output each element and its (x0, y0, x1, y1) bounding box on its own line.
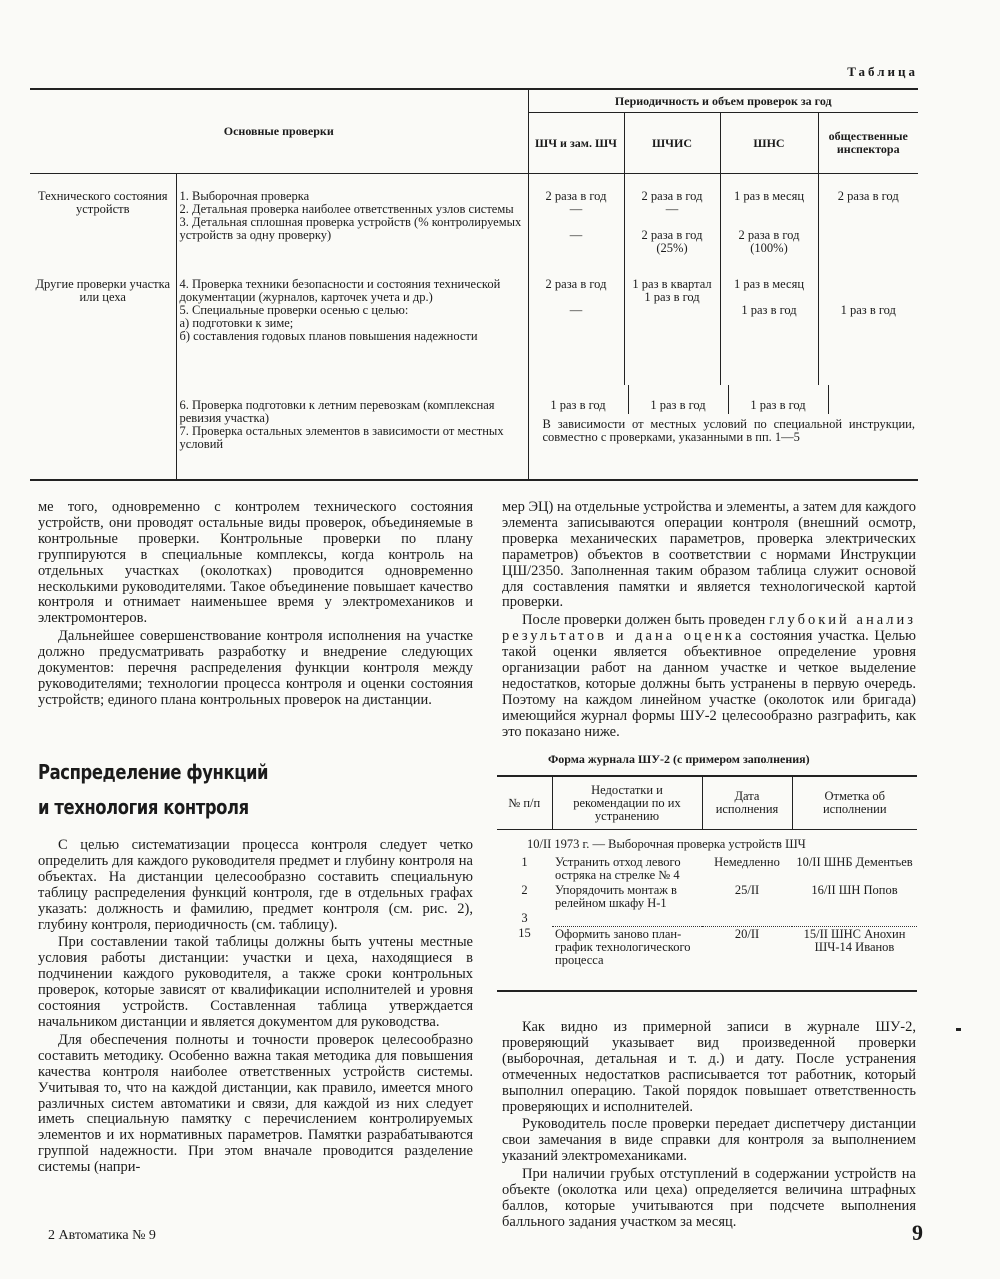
paragraph: Руководитель после проверки передает диспетчеру дистанции свои замечания в виде справки для контроля за выполнением указаний электромеханиками. (502, 1116, 916, 1165)
row-num: 1 (521, 855, 528, 869)
paragraph: При составлении такой таблицы должны быть учтены местные условия работы дистанции: участки и цеха, находящиеся в подчинении каждого руководителя, а также сроки контрольных проверок, которые зависят от квалификации исполнителей и уровня состояния устройств. Составленная таблица утверждается начальником дистанции и является документом для руководства. (38, 934, 473, 1030)
cell: 1 раз в год (644, 290, 700, 304)
row-mark: 15/II ШНС Анохин ШЧ-14 Иванов (792, 926, 917, 991)
section-heading-line2: и технология контроля (38, 795, 249, 819)
header-col-inspectors: общественные инспектора (818, 113, 918, 174)
emphasis: глубокий анализ результатов и дана оценка (502, 612, 916, 645)
paragraph: ме того, одновременно с контролем технического состояния устройств, они проводят остальные виды проверок, объединяемые в контрольные проверки. Контрольные проверки по плану группируются в специальные комплексы, когда контроль на отдельных участках (околотках) проводится одновременно несколькими руководителями. Такое объединение повышает качество контроля и отнимает наименьшее время у электромехаников и электромонтеров. (38, 499, 473, 627)
text: состояния участка. Целью такой оценки является объективное определение уровня организации работ на данном участке и четкое выделение недостатков, которые должны быть устранены в первую очередь. Поэтому на каждом линейном участке (околоток или бригада) имеющийся журнал формы ШУ-2 целесообразно разграфить, как это показано ниже. (502, 628, 916, 740)
row-text (552, 911, 702, 926)
right-column-lower (502, 1020, 916, 1231)
item-1: 1. Выборочная проверка (179, 189, 310, 203)
row-text: Устранить отход левого остряка на стрелке № 4 (555, 855, 681, 882)
row-text: Упорядочить монтаж в релейном шкафу Н-1 (555, 883, 677, 910)
paragraph (502, 613, 916, 740)
page-number: 9 (912, 1220, 923, 1245)
journal-section: 10/II 1973 г. — Выборочная проверка устройств ШЧ (527, 837, 806, 851)
item-7: 7. Проверка остальных элементов в зависимости от местных условий (179, 424, 504, 451)
row-mark (792, 911, 917, 926)
row-num: 2 (521, 883, 528, 897)
header-main-checks: Основные проверки (30, 89, 528, 174)
item-4: 4. Проверка техники безопасности и состояния технической документации (журналов, карточек учета и др.) (179, 277, 501, 304)
group2-col-shchis (624, 276, 720, 385)
journal-table (497, 775, 917, 992)
cell: 1 раз в год (741, 303, 797, 317)
cell: 1 раз в год (840, 303, 896, 317)
group2-col-inspectors (818, 276, 918, 385)
cell: 2 раза в год (545, 277, 607, 291)
row-date: Немедленно (714, 855, 780, 869)
row-num: 3 (521, 911, 528, 925)
row-date: 25/II (734, 883, 760, 897)
group3-items (176, 385, 528, 480)
journal-header-date: Дата исполнения (702, 776, 792, 830)
table-row (497, 926, 917, 991)
table-label: Таблица (847, 64, 918, 79)
row-num: 15 (497, 926, 552, 991)
text: После проверки должен быть проведен (522, 612, 770, 629)
group1-items (176, 174, 528, 277)
cell: 2 раза в год (545, 189, 607, 203)
group1-col-shns (720, 174, 818, 277)
item-5b: б) составления годовых планов повышения надежности (179, 329, 478, 343)
journal-header-num: № п/п (497, 776, 552, 830)
cell: — (569, 303, 583, 317)
row-mark: 10/II ШНБ Дементьев (796, 855, 913, 869)
group1-col-shchis (624, 174, 720, 277)
paragraph: Как видно из примерной записи в журнале ШУ-2, проверяющий указывает вид произведенной проверки (выборочная, детальная и т. д.) и дату. После устранения отмеченных недостатков расписывается тот работник, который выполнил операцию. Такой порядок повышает ответственность проверяющих и исполнителей. (502, 1019, 916, 1115)
journal-header-issues: Недостатки и рекомендации по их устранению (552, 776, 702, 830)
paragraph: С целью систематизации процесса контроля следует четко определить для каждого руководителя предмет и глубину контроля на объектах. На дистанции целесообразно составить специальную таблицу распределения функций контроля, где в отдельных графах указать: должность и фамилию, предмет контроля (см. рис. 2), глубину контроля, периодичность (см. таблицу). (38, 837, 473, 933)
row-date (702, 911, 792, 926)
item-5a: а) подготовки к зиме; (179, 316, 294, 330)
paragraph: Дальнейшее совершенствование контроля исполнения на участке должно предусматривать разработку и внедрение следующих документов: перечня распределения функции контроля между руководителями; технологии процесса контроля и оценки состояния устройств; единого плана контрольных проверок на дистанции. (38, 628, 473, 708)
group1-label: Технического состояния устройств (37, 189, 168, 216)
header-col-shchis: ШЧИС (624, 113, 720, 174)
row-date: 20/II (702, 926, 792, 991)
table-row (497, 855, 917, 883)
left-column (38, 500, 473, 709)
section-heading-line1: Распределение функций (38, 760, 269, 784)
checks-table (30, 88, 918, 481)
paragraph: мер ЭЦ) на отдельные устройства и элементы, а затем для каждого элемента записываются операции контроля (внешний осмотр, проверка механических параметров, проверка электрических параметров) объектов в соответствии с нормами Инструкции ЦШ/2350. Заполненная таким образом таблица служит основой для составления памятки и является технологической картой проверки. (502, 499, 916, 611)
cell: 1 раз в месяц (733, 189, 805, 203)
group2-col-shns (720, 276, 818, 385)
table-row (497, 883, 917, 911)
cell: 1 раз в месяц (733, 277, 805, 291)
paragraph: При наличии грубых отступлений в содержании устройств на объекте (околотка или цеха) определяется величина штрафных баллов, которые учитываются при подсчете выполнения балльного задания участком за месяц. (502, 1166, 916, 1230)
group1-col-inspectors (818, 174, 918, 277)
row-mark: 16/II ШН Попов (811, 883, 898, 897)
item-5: 5. Специальные проверки осенью с целью: (179, 303, 409, 317)
journal-title: Форма журнала ШУ-2 (с примером заполнения) (548, 752, 810, 766)
cell: 2 раза в год (837, 189, 899, 203)
item-3: 3. Детальная сплошная проверка устройств (% контролируемых устройств за одну проверку) (179, 215, 522, 242)
cell: 1 раз в год (728, 385, 828, 414)
cell: 2 раза в год (100%) (738, 228, 800, 255)
group2-col-shch (528, 276, 624, 385)
journal-header-mark: Отметка об исполнении (792, 776, 917, 830)
cell: — (569, 228, 583, 242)
cell: 1 раз в год (550, 398, 606, 412)
group2-label: Другие проверки участка или цеха (35, 277, 171, 304)
table-row (497, 911, 917, 926)
cell: 2 раза в год (641, 189, 703, 203)
row7-note: В зависимости от местных условий по специальной инструкции, совместно с проверками, указанными в пп. 1—5 (542, 417, 915, 444)
cell: — (665, 202, 679, 216)
right-column (502, 500, 916, 741)
left-column-body (38, 838, 473, 1176)
group1-col-shch (528, 174, 624, 277)
item-6: 6. Проверка подготовки к летним перевозкам (комплексная ревизия участка) (179, 398, 495, 425)
header-periodicity: Периодичность и объем проверок за год (528, 89, 918, 113)
cell: 2 раза в год (25%) (641, 228, 703, 255)
cell: — (569, 202, 583, 216)
footer-journal: 2 Автоматика № 9 (48, 1228, 156, 1243)
margin-mark (956, 1028, 961, 1031)
header-col-shns: ШНС (720, 113, 818, 174)
paragraph: Для обеспечения полноты и точности проверок целесообразно составить методику. Особенно важна такая методика для повышения качества контроля наиболее ответственных устройств системы. Учитывая то, что на каждой дистанции, как правило, имеется много различных систем автоматики и связи, для каждой из них следует иметь специальную памятку с перечислением контролируемых элементов и их нормативных параметров. Памятки разрабатываются группой надежности. При этом вначале проводится разделение системы (напри- (38, 1031, 473, 1176)
row-text: Оформить заново план-график технологического процесса (552, 926, 702, 991)
group2-items (176, 276, 528, 385)
group3-values (528, 385, 918, 480)
header-col-shch: ШЧ и зам. ШЧ (528, 113, 624, 174)
cell: 1 раз в год (628, 385, 728, 414)
cell: 1 раз в квартал (632, 277, 712, 291)
item-2: 2. Детальная проверка наиболее ответственных узлов системы (179, 202, 514, 216)
